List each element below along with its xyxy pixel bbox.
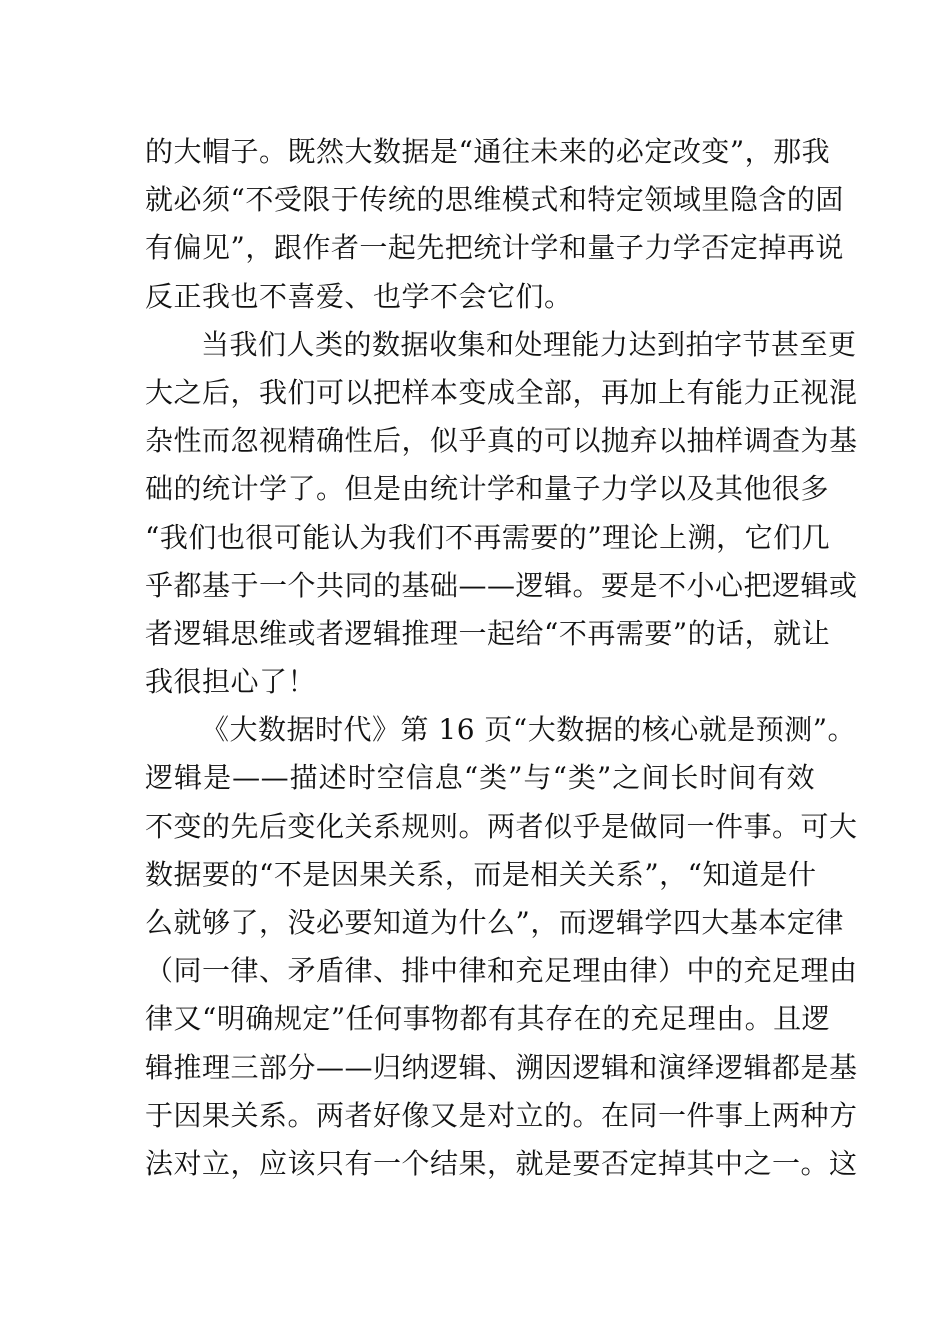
text-line: 我很担心了！ bbox=[145, 665, 317, 699]
text-line: 当我们人类的数据收集和处理能力达到拍字节甚至更 bbox=[201, 327, 857, 361]
text-line: 反正我也不喜爱、也学不会它们。 bbox=[145, 279, 573, 313]
document-body bbox=[145, 128, 858, 1188]
text-line: 大之后，我们可以把样本变成全部，再加上有能力正视混 bbox=[145, 375, 858, 409]
text-line: “我们也很可能认为我们不再需要的”理论上溯，它们几 bbox=[145, 520, 831, 554]
text-line: 有偏见”，跟作者一起先把统计学和量子力学否定掉再说 bbox=[145, 231, 844, 265]
text-line: 础的统计学了。但是由统计学和量子力学以及其他很多 bbox=[145, 472, 830, 506]
text-line: 者逻辑思维或者逻辑推理一起给“不再需要”的话，就让 bbox=[145, 616, 831, 650]
text-line: 逻辑是——描述时空信息“类”与“类”之间长时间有效 bbox=[145, 761, 815, 795]
text-line: 《大数据时代》第 16 页“大数据的核心就是预测”。 bbox=[201, 713, 857, 747]
text-line: 么就够了，没必要知道为什么”，而逻辑学四大基本定律 bbox=[145, 906, 844, 939]
text-line: 律又“明确规定”任何事物都有其存在的充足理由。且逻 bbox=[145, 1002, 831, 1036]
text-line: 法对立，应该只有一个结果，就是要否定掉其中之一。这 bbox=[145, 1146, 858, 1180]
text-line: 就必须“不受限于传统的思维模式和特定领域里隐含的固 bbox=[145, 183, 844, 217]
text-line: 的大帽子。既然大数据是“通往未来的必定改变”，那我 bbox=[145, 135, 831, 168]
text-line: 不变的先后变化关系规则。两者似乎是做同一件事。可大 bbox=[145, 809, 858, 843]
text-line: 数据要的“不是因果关系，而是相关关系”，“知道是什 bbox=[145, 857, 817, 891]
text-line: 辑推理三部分——归纳逻辑、溯因逻辑和演绎逻辑都是基 bbox=[145, 1050, 858, 1084]
text-line: （同一律、矛盾律、排中律和充足理由律）中的充足理由 bbox=[145, 954, 858, 988]
text-line: 于因果关系。两者好像又是对立的。在同一件事上两种方 bbox=[145, 1098, 858, 1132]
text-line: 杂性而忽视精确性后，似乎真的可以抛弃以抽样调查为基 bbox=[145, 424, 858, 458]
text-line: 乎都基于一个共同的基础——逻辑。要是不小心把逻辑或 bbox=[145, 568, 858, 602]
